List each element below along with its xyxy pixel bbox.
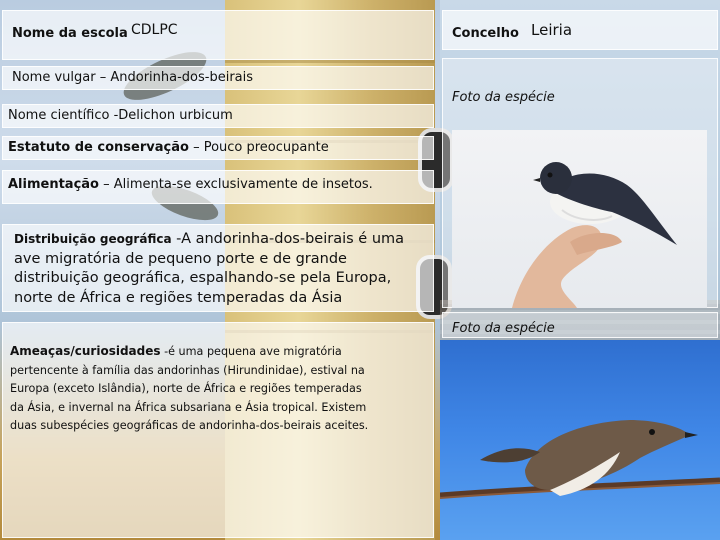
- common-name-label: Nome vulgar: [12, 70, 96, 85]
- photo-caption-2: Foto da espécie: [452, 321, 555, 336]
- distribution-line: norte de África e regiões temperadas da Ásia: [14, 289, 343, 306]
- threats-text: [10, 342, 368, 436]
- school-value: CDLPC: [131, 22, 178, 38]
- conservation-label: Estatuto de conservação: [8, 140, 189, 155]
- diet-panel: [2, 170, 434, 204]
- photo-caption-1: Foto da espécie: [452, 90, 555, 105]
- threats-line: da Ásia, e invernal na África subsariana e Ásia tropical. Existem: [10, 400, 367, 414]
- diet-label: Alimentação: [8, 177, 99, 192]
- distribution-line: -A andorinha-dos-beirais é uma: [176, 231, 405, 247]
- threats-panel: [2, 322, 434, 538]
- municipality-panel: [442, 10, 718, 50]
- threats-line: Europa (exceto Islândia), norte de África e regiões temperadas: [10, 382, 362, 395]
- distribution-panel: [2, 224, 434, 312]
- conservation-panel: [2, 136, 434, 160]
- distribution-text: [14, 230, 404, 308]
- scientific-name-label: Nome científico: [8, 108, 110, 123]
- bird-on-wire-illustration: [440, 340, 720, 540]
- municipality-value: Leiria: [531, 21, 573, 39]
- conservation-value: – Pouco preocupante: [193, 140, 329, 155]
- threats-label: Ameaças/curiosidades: [10, 344, 161, 358]
- school-panel: [2, 10, 434, 60]
- threats-line: duas subespécies geográficas de andorinha-dos-beirais aceites.: [10, 419, 369, 432]
- distribution-line: ave migratória de pequeno porte e de grande: [14, 250, 347, 267]
- municipality-label: Concelho: [452, 26, 519, 41]
- school-label: Nome da escola: [12, 26, 128, 41]
- bird-on-hand-illustration: [452, 130, 707, 308]
- birdhouse-slat: [225, 60, 435, 63]
- photo-panel-2: [442, 312, 718, 338]
- diet-value: – Alimenta-se exclusivamente de insetos.: [103, 177, 373, 192]
- common-name-value: – Andorinha-dos-beirais: [99, 70, 254, 85]
- threats-line: -é uma pequena ave migratória: [164, 345, 342, 358]
- scientific-name-value: -Delichon urbicum: [113, 108, 233, 123]
- distribution-line: distribuição geográfica, espalhando-se pela Europa,: [14, 270, 392, 286]
- common-name-panel: [2, 66, 434, 90]
- threats-line: pertencente à família das andorinhas (Hirundinidae), estival na: [10, 363, 365, 377]
- scientific-name-panel: [2, 104, 434, 128]
- house-martin-photo-1: [452, 130, 707, 308]
- distribution-label: Distribuição geográfica: [14, 232, 172, 246]
- house-martin-photo-2: [440, 340, 720, 540]
